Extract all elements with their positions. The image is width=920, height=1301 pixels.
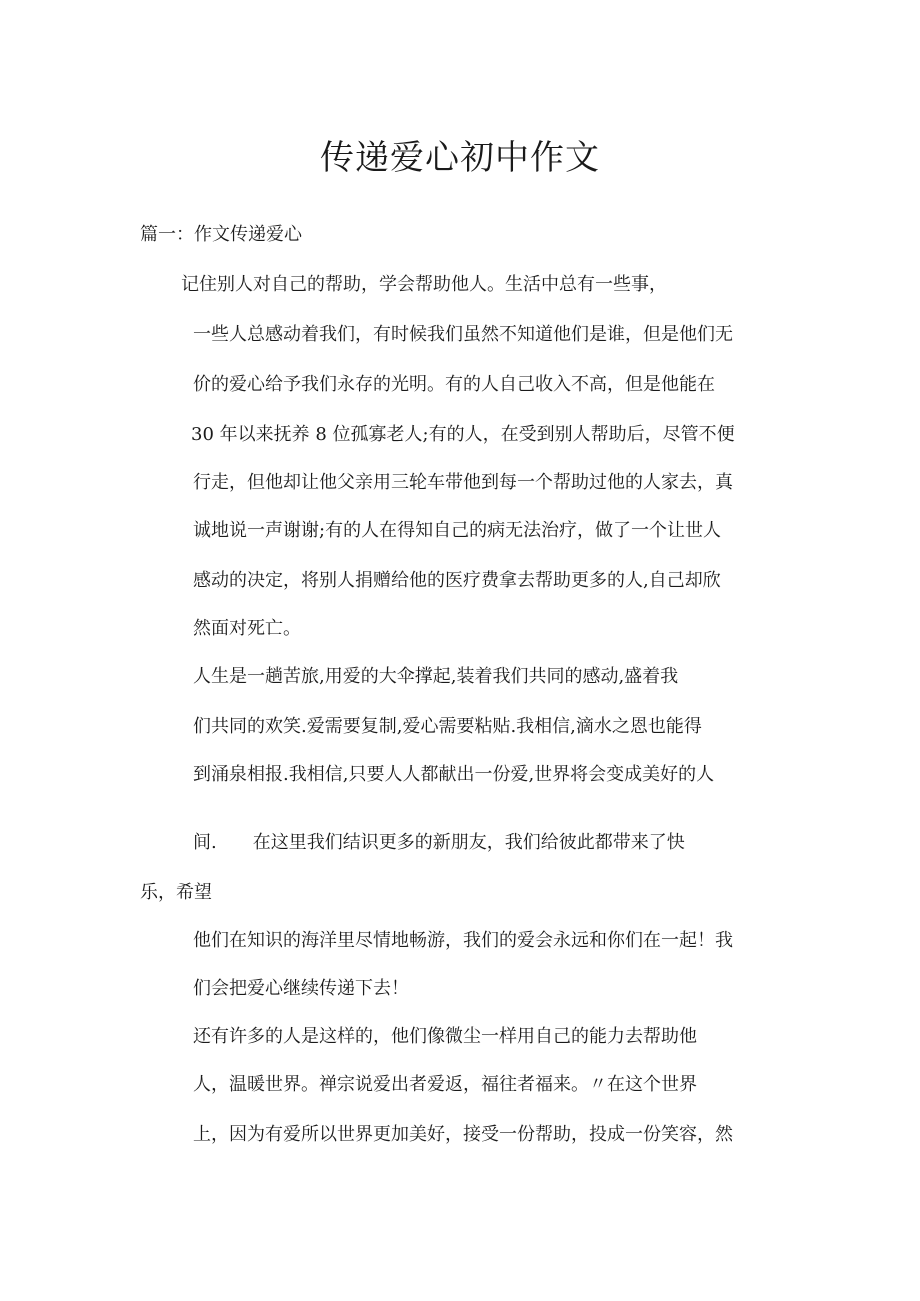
paragraph-line: 还有许多的人是这样的，他们像微尘一样用自己的能力去帮助他 [193,1026,697,1047]
paragraph-line: 然面对死亡。 [193,618,301,639]
section-heading: 篇一：作文传递爱心 [140,224,302,245]
paragraph-fragment: 间. [193,832,217,853]
paragraph-line: 人生是一趟苦旅,用爱的大伞撑起,装着我们共同的感动,盛着我 [193,666,679,687]
paragraph-line: 到涌泉相报.我相信,只要人人都献出一份爱,世界将会变成美好的人 [193,764,715,785]
paragraph-line: 乐，希望 [140,882,212,903]
paragraph-line [193,830,685,856]
document-title: 传递爱心初中作文 [320,138,600,178]
paragraph-line: 记住别人对自己的帮助，学会帮助他人。生活中总有一些事， [181,274,667,295]
paragraph-line: 人，温暖世界。禅宗说爱出者爱返，福往者福来。〃在这个世界 [193,1074,697,1095]
paragraph-fragment: 在这里我们结识更多的新朋友，我们给彼此都带来了快 [252,832,685,853]
paragraph-line: 感动的决定，将别人捐赠给他的医疗费拿去帮助更多的人,自己却欣 [193,570,721,591]
paragraph-line: 诚地说一声谢谢;有的人在得知自己的病无法治疗，做了一个让世人 [193,520,722,541]
paragraph-line: 们会把爱心继续传递下去！ [193,978,409,999]
paragraph-line: 行走，但他却让他父亲用三轮车带他到每一个帮助过他的人家去，真 [193,472,733,493]
paragraph-line: 他们在知识的海洋里尽情地畅游，我们的爱会永远和你们在一起！我 [193,930,733,951]
paragraph-line: 价的爱心给予我们永存的光明。有的人自己收入不高，但是他能在 [193,374,715,395]
paragraph-line: 30 年以来抚养 8 位孤寡老人;有的人，在受到别人帮助后，尽管不便 [191,424,735,445]
paragraph-line: 一些人总感动着我们，有时候我们虽然不知道他们是谁，但是他们无 [193,324,733,345]
paragraph-line: 们共同的欢笑.爱需要复制,爱心需要粘贴.我相信,滴水之恩也能得 [193,716,702,737]
paragraph-line: 上，因为有爱所以世界更加美好，接受一份帮助，投成一份笑容，然 [193,1124,733,1145]
